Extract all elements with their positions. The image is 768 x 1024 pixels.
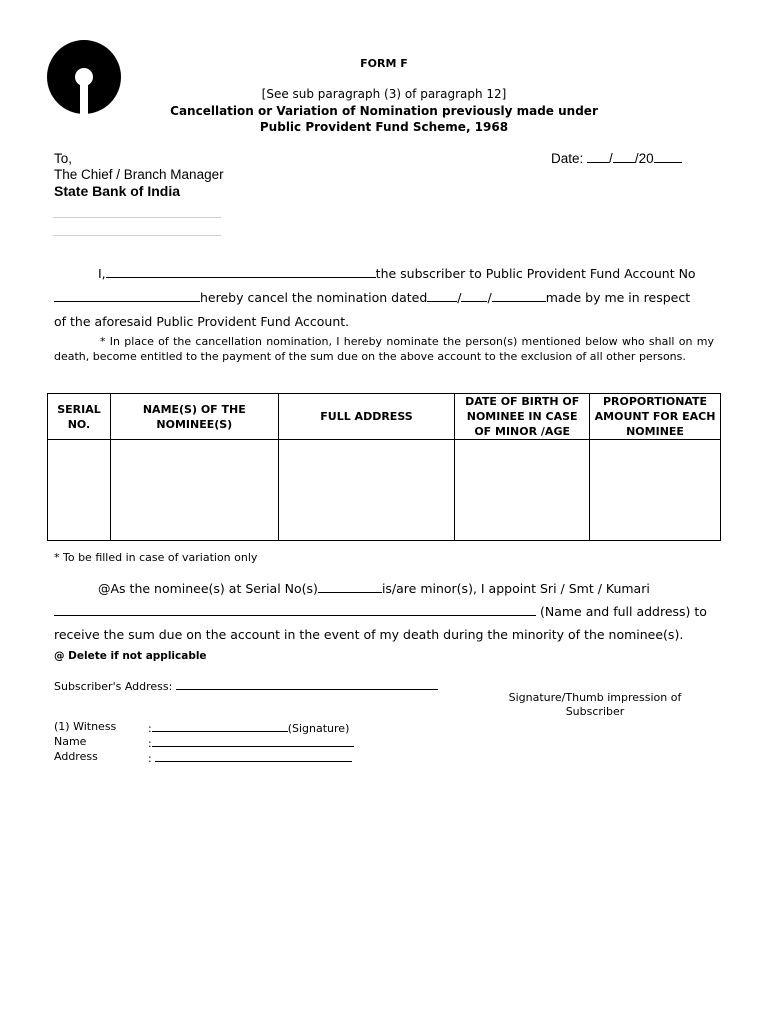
subscriber-address-label: Subscriber's Address: (54, 680, 173, 693)
nominee-table (47, 393, 721, 541)
signature-label-2: Subscriber (565, 705, 625, 718)
witness-name-row (148, 735, 354, 750)
date-year-blank[interactable] (654, 151, 682, 163)
form-heading-line-1: Cancellation or Variation of Nomination previously made under (170, 104, 598, 118)
serial-numbers-blank[interactable] (318, 581, 382, 593)
form-heading-line-2: Public Provident Fund Scheme, 1968 (259, 120, 509, 134)
witness-label: (1) Witness (54, 720, 117, 733)
header-full-address: FULL ADDRESS (278, 394, 455, 440)
witness-signature-row (148, 720, 349, 735)
recipient-line: The Chief / Branch Manager (54, 167, 224, 182)
sub-paragraph-reference: [See sub paragraph (3) of paragraph 12] (261, 87, 507, 101)
header-proportionate-amount: PROPORTIONATE AMOUNT FOR EACH NOMINEE (590, 394, 721, 440)
signature-label-1: Signature/Thumb impression of (508, 691, 682, 704)
nomination-month-blank[interactable] (461, 290, 487, 302)
date-of-birth-cell[interactable] (455, 440, 590, 541)
minor-line (98, 581, 650, 596)
signature-block (490, 691, 700, 719)
delete-note: @ Delete if not applicable (54, 650, 207, 662)
minor-text-1: @As the nominee(s) at Serial No(s) (98, 581, 318, 596)
bank-name: State Bank of India (54, 183, 181, 199)
table-header-row (48, 394, 721, 440)
witness-address-blank[interactable] (155, 750, 352, 762)
slash: / (457, 290, 462, 305)
serial-no-cell[interactable] (48, 440, 111, 541)
witness-signature-blank[interactable] (152, 720, 288, 732)
declaration-line-2 (54, 290, 690, 305)
address-line-2 (53, 235, 221, 236)
colon: : (148, 722, 152, 735)
guardian-line (54, 604, 707, 619)
address-line-1 (53, 217, 221, 218)
sbi-logo-icon (47, 40, 121, 114)
header-nominee-names: NAME(S) OF THE NOMINEE(S) (110, 394, 278, 440)
made-text: made by me in respect (545, 290, 691, 305)
colon: : (148, 752, 152, 765)
witness-address-row (148, 750, 352, 765)
subscriber-address-blank[interactable] (176, 678, 438, 690)
signature-text: (Signature) (287, 722, 350, 735)
date-month-blank[interactable] (613, 151, 635, 163)
variation-note: * To be filled in case of variation only (54, 551, 258, 564)
receive-line: receive the sum due on the account in the event of my death during the minority of the nominee(s). (54, 627, 684, 642)
nominee-name-cell[interactable] (110, 440, 278, 541)
nominate-paragraph (54, 334, 714, 364)
date-separator: / (609, 151, 613, 166)
declaration-line-1 (98, 266, 696, 281)
cancel-text: hereby cancel the nomination dated (200, 290, 428, 305)
form-title: FORM F (360, 57, 408, 70)
witness-name-blank[interactable] (152, 735, 354, 747)
nomination-year-blank[interactable] (492, 290, 546, 302)
name-address-text: (Name and full address) to (539, 604, 707, 619)
header-serial-no: SERIAL NO. (48, 394, 111, 440)
witness-address-label: Address (54, 750, 98, 763)
subscriber-text: the subscriber to Public Provident Fund Account No (375, 266, 696, 281)
account-number-blank[interactable] (54, 290, 200, 302)
date-day-blank[interactable] (587, 151, 609, 163)
proportionate-amount-cell[interactable] (590, 440, 721, 541)
date-year-prefix: /20 (634, 151, 654, 166)
witness-name-label: Name (54, 735, 87, 748)
nomination-day-blank[interactable] (427, 290, 457, 302)
colon: : (148, 737, 152, 750)
date-label: Date: (551, 151, 584, 166)
declaration-line-3: of the aforesaid Public Provident Fund Account. (54, 314, 350, 329)
subscriber-address-row (54, 678, 438, 693)
header-date-of-birth: DATE OF BIRTH OF NOMINEE IN CASE OF MINOR /AGE (455, 394, 590, 440)
nominate-text: * In place of the cancellation nomination, I hereby nominate the person(s) mentioned below who shall on my death, become entitled to the payment of the sum due on the above account to the exclusion of all other persons. (54, 335, 714, 363)
table-row (48, 440, 721, 541)
subscriber-name-blank[interactable] (106, 266, 376, 278)
i-label: I, (98, 266, 106, 281)
slash: / (487, 290, 492, 305)
to-label: To, (54, 151, 73, 166)
full-address-cell[interactable] (278, 440, 455, 541)
guardian-name-address-blank[interactable] (54, 604, 536, 616)
minor-text-2: is/are minor(s), I appoint Sri / Smt / Kumari (381, 581, 650, 596)
date-field[interactable] (551, 151, 682, 166)
